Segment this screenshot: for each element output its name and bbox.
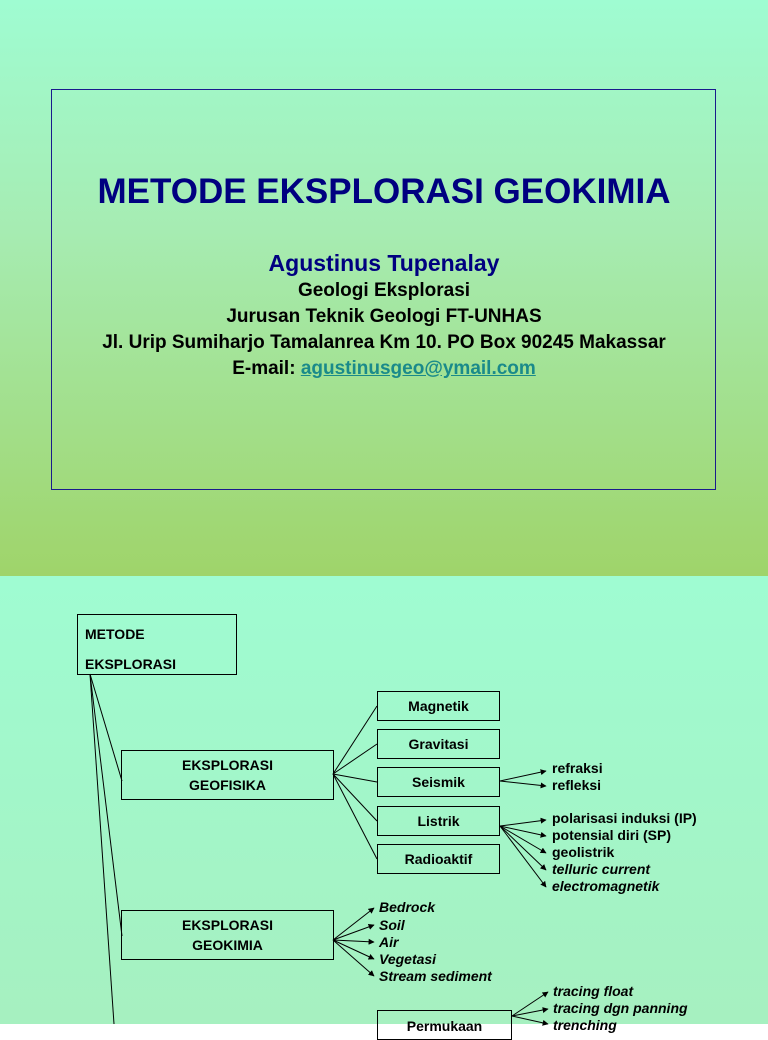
- line-root-geofisika: [90, 674, 122, 781]
- geokimia-item: Air: [379, 934, 399, 950]
- email-line: [0, 356, 768, 382]
- gravitasi-box: Gravitasi: [377, 729, 500, 759]
- root-line-1: METODE: [85, 626, 145, 642]
- seismik-item: refraksi: [552, 760, 603, 776]
- permukaan-item: trenching: [553, 1017, 617, 1033]
- geofisika-box: EKSPLORASI GEOFISIKA: [121, 750, 334, 800]
- line-root-bottom: [90, 674, 114, 1024]
- radioaktif-box: Radioaktif: [377, 844, 500, 874]
- geokimia-box: EKSPLORASI GEOKIMIA: [121, 910, 334, 960]
- seismik-item: refleksi: [552, 777, 602, 793]
- slide-title: METODE EKSPLORASI GEOKIMIA: [97, 172, 671, 211]
- geokimia-item: Stream sediment: [379, 968, 492, 984]
- permukaan-box: Permukaan: [377, 1010, 512, 1040]
- listrik-box: Listrik: [377, 806, 500, 836]
- author-name: Agustinus Tupenalay: [268, 250, 500, 276]
- magnetik-box: Magnetik: [377, 691, 500, 721]
- geokimia-item: Bedrock: [379, 899, 436, 915]
- permukaan-item: tracing dgn panning: [553, 1000, 688, 1016]
- line-root-geokimia: [90, 674, 122, 936]
- department: Geologi Eksplorasi: [297, 280, 471, 301]
- listrik-item: geolistrik: [552, 844, 615, 860]
- root-line-2: EKSPLORASI: [85, 656, 177, 672]
- email-label: E-mail:: [232, 358, 296, 379]
- listrik-item: potensial diri (SP): [552, 827, 672, 843]
- geokimia-item: Soil: [379, 917, 405, 933]
- geokimia-item: Vegetasi: [379, 951, 437, 967]
- permukaan-item: tracing float: [553, 983, 634, 999]
- listrik-item: polarisasi induksi (IP): [552, 810, 697, 826]
- root-box: [77, 614, 237, 675]
- email-link[interactable]: agustinusgeo@ymail.com: [300, 358, 536, 379]
- seismik-box: Seismik: [377, 767, 500, 797]
- listrik-item: electromagnetik: [552, 878, 660, 894]
- diagram-slide: [0, 576, 768, 1034]
- address: Jl. Urip Sumiharjo Tamalanrea Km 10. PO Box 90245 Makassar: [102, 332, 666, 353]
- listrik-item: telluric current: [552, 861, 651, 877]
- faculty: Jurusan Teknik Geologi FT-UNHAS: [226, 306, 542, 327]
